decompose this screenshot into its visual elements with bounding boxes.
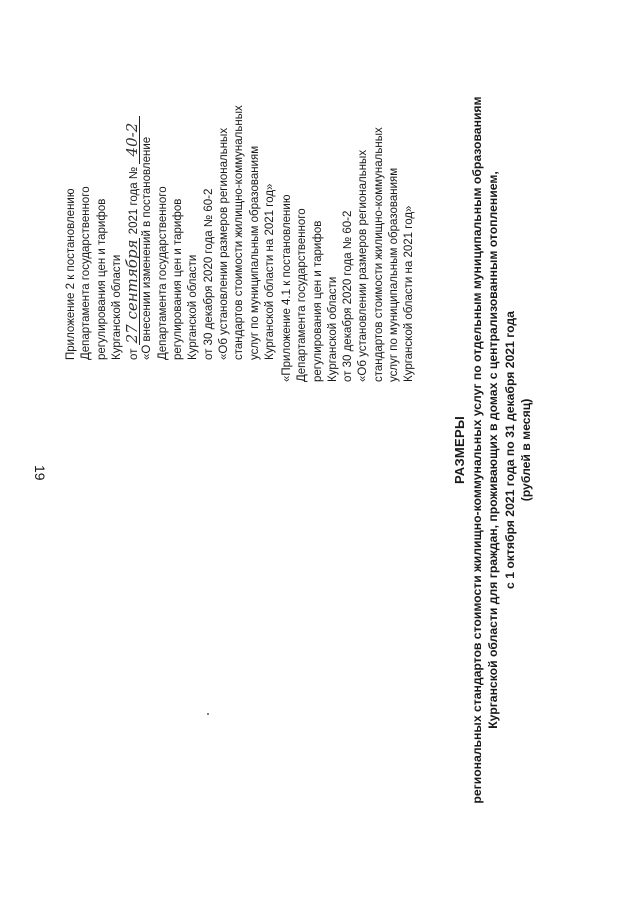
annex-2-line: регулирования цен и тарифов xyxy=(172,198,185,360)
annex-4-1-line: Курганской области xyxy=(326,276,339,382)
annex-2-line: «О внесении изменений в постановление xyxy=(141,136,154,360)
title-line: региональных стандартов стоимости жилищно-коммунальных услуг по отдельным муниципальным образованиям xyxy=(469,96,484,804)
annex-2-line: Департамента государственного xyxy=(156,186,169,360)
handwritten-date: 27 сентября xyxy=(123,239,142,344)
annex-2-line: от 30 декабря 2020 года № 60-2 xyxy=(202,188,215,360)
annex-2-line: Приложение 2 к постановлению xyxy=(65,188,77,360)
annex-2-line: стандартов стоимости жилищно-коммунальных xyxy=(233,105,246,360)
page-number: 19 xyxy=(32,465,48,481)
annex-4-1-line: от 30 декабря 2020 года № 60-2 xyxy=(342,210,355,382)
annex-4-1-line: стандартов стоимости жилищно-коммунальных xyxy=(372,127,385,382)
annex-4-1-line: услуг по муниципальным образованиям xyxy=(388,167,401,382)
annex-2-line: регулирования цен и тарифов xyxy=(95,198,108,360)
annex-4-1-header xyxy=(280,127,418,382)
annex-2-line: Курганской области на 2021 год» xyxy=(263,183,276,360)
date-prefix: от xyxy=(128,348,141,360)
title-line: Курганской области для граждан, проживающих в домах с централизованным отоплением, xyxy=(486,171,501,729)
title-heading: РАЗМЕРЫ xyxy=(452,415,467,485)
document-title xyxy=(452,65,535,835)
annex-2-line: Департамента государственного xyxy=(80,186,93,360)
annex-2-line: услуг по муниципальным образованиям xyxy=(248,145,261,360)
annex-2-header xyxy=(64,105,278,360)
annex-4-1-line: регулирования цен и тарифов xyxy=(311,220,324,382)
annex-2-line: «Об установлении размеров региональных xyxy=(217,127,230,360)
title-line: с 1 октября 2021 года по 31 декабря 2021 года xyxy=(502,311,517,589)
annex-4-1-line: Курганской области на 2021 год» xyxy=(403,205,416,382)
handwritten-number: 40-2 xyxy=(125,116,140,164)
annex-4-1-line: «Об установлении размеров региональных xyxy=(357,149,370,382)
annex-2-line: Курганской области xyxy=(110,254,123,360)
year-number-label: 2021 года № xyxy=(128,166,141,235)
annex-4-1-line: «Приложение 4.1 к постановлению xyxy=(281,194,293,382)
annex-2-line: Курганской области xyxy=(187,254,200,360)
scan-speck xyxy=(207,713,209,715)
annex-2-date-line xyxy=(125,105,140,360)
annex-4-1-line: Департамента государственного xyxy=(296,208,309,382)
units-note: (рублей в месяц) xyxy=(519,398,534,502)
